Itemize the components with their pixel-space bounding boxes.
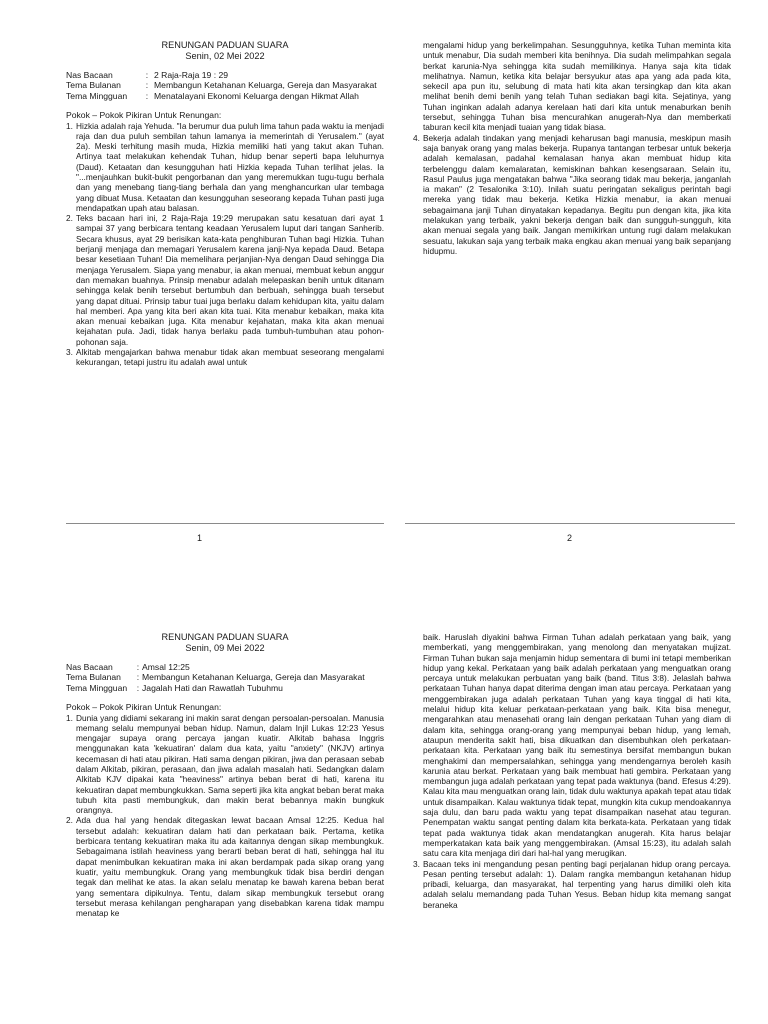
meta-key: Tema Bulanan [66,80,121,91]
list-item [66,213,384,347]
meta-colon: : [136,672,140,683]
meta-block [66,662,384,693]
page-2-column [413,40,731,256]
list-item [413,859,731,910]
point-number: 3. [66,347,73,358]
list-item [66,713,384,816]
sheet-bottom [0,612,768,1024]
doc-date: Senin, 09 Mei 2022 [185,643,265,653]
points-list [413,859,731,910]
meta-row-tema-bulanan [66,672,384,682]
meta-key: Nas Bacaan [66,662,113,672]
list-item [66,815,384,918]
meta-row-tema-mingguan [66,683,384,693]
list-item [66,121,384,214]
meta-key: Tema Mingguan [66,682,128,693]
point-number: 4. [413,132,420,143]
point-text: Ada dua hal yang hendak ditegaskan lewat bacaan Amsal 12:25. Kedua hal tersebut adalah: kekuatiran dalam hati dan perkataan baik. Pertama, ketika berbicara tentang kekuatiran maka itu ada kaitannya dengan sikap membungkuk. Sebagaimana istilah heaviness yang berarti beban berat di hati, sehingga hal itu dapat menimbulkan kekuatiran maka ini akan berdampak pada sikap orang yang kuatir, yaitu membungkuk. Orang yang membungkuk tidak bisa berdiri dengan tegak dan melihat ke atas. Ia akan selalu menatap ke bawah karena beban berat yang sementara dipikulnya. Tentu, dalam sikap membungkuk tersebut orang tersebut merasa kehilangan pengharapan yang disebabkan karena tidak mampu menatap ke [76,815,384,919]
meta-value: Menatalayani Ekonomi Keluarga dengan Hikmat Allah [154,90,359,101]
point-number: 3. [413,858,420,869]
meta-value: 2 Raja-Raja 19 : 29 [154,70,229,80]
meta-colon: : [136,682,140,693]
meta-row-nas-bacaan [66,70,384,80]
page-3-column [66,632,384,918]
meta-key: Tema Mingguan [66,90,128,101]
meta-value: Amsal 12:25 [142,662,190,672]
point-number: 1. [66,120,73,131]
meta-key: Tema Bulanan [66,672,121,683]
point-text: Bacaan teks ini mengandung pesan penting bagi perjalanan hidup orang percaya. Pesan penting tersebut adalah: 1). Dalam rangka membangun ketahanan hidup pribadi, keluarga, dan masyarakat, hal terpenting yang harus dimiliki oleh kita adalah selalu memandang pada Tuhan Yesus. Beban hidup kita memang sangat beraneka [423,858,731,910]
points-list [413,133,731,257]
section-heading: Pokok – Pokok Pikiran Untuk Renungan: [66,110,222,121]
points-list [66,121,384,368]
doc-title: RENUNGAN PADUAN SUARA [161,40,289,50]
meta-row-nas-bacaan [66,662,384,672]
point-number: 1. [66,712,73,723]
point-text: Teks bacaan hari ini, 2 Raja-Raja 19:29 merupakan satu kesatuan dari ayat 1 sampai 37 yang berbicara tentang keadaan Yerusalem luput dari tangan Sanherib. Secara khusus, ayat 29 berisikan kata-kata penghiburan Tuhan bagi Hizkia. Tuhan berjanji menjaga dan memagari Yerusalem karena janji-Nya kepada Daud. Betapa besar kesetiaan Tuhan! Dia memelihara perjanjian-Nya dengan Daud sehingga Dia menjaga Yerusalem. Siapa yang menabur, ia akan menuai, membuat kebun anggur dan memakan buahnya. Prinsip menabur adalah melepaskan benih untuk ditanam sehingga kelak benih tersebut bertumbuh dan berbuah, sehingga buah tersebut yang dapat dituai. Prinsip tabur tuai juga berlaku dalam kehidupan kita, yaitu dalam hal memberi. Apa yang kita beri akan kita tuai. Kita menabur kebaikan, maka kita akan menuai kebaikan juga. Kita menabur kejahatan, maka kita akan menuai kejahatan pula. Jadi, tidak hanya berlaku pada tumbuh-tumbuhan atau pohon-pohonan saja. [76,213,384,347]
meta-colon: : [136,662,140,672]
reflection-section [66,702,384,918]
meta-block [66,70,384,101]
list-item [413,133,731,257]
meta-value: Membangun Ketahanan Keluarga, Gereja dan Masyarakat [142,672,365,683]
meta-row-tema-bulanan [66,80,384,90]
points-list [66,713,384,919]
point-text: Bekerja adalah tindakan yang menjadi keharusan bagi manusia, meskipun masih saja banyak orang yang malas bekerja. Rupanya tantangan terbesar untuk bekerja adalah kemalasan, padahal kemalasan hanya akan membuat hidup kita terbelenggu dalam kemalaratan, kemiskinan bahkan kesengsaraan. Selain itu, Rasul Paulus juga mengatakan bahwa "Jika seorang tidak mau bekerja, janganlah ia makan" (2 Tesalonika 3:10). Inilah suatu peringatan sekaligus perintah bagi mereka yang tidak mau bekerja. Ketika Hizkia menabur, ia akan menuai sebagaimana janji Tuhan dinyatakan kepadanya. Begitu pun dengan kita, jika kita melakukan yang terbaik, yakni bekerja dengan baik dan sungguh-sungguh, kita akan menuai segala yang baik. Jangan memikirkan untung rugi dalam melakukan sesuatu, lakukan saja yang terbaik maka engkau akan menuai yang baik sepanjang hidupmu. [423,132,731,256]
meta-colon: : [145,80,149,91]
meta-row-tema-mingguan [66,91,384,101]
meta-colon: : [145,90,149,101]
meta-value: Membangun Ketahanan Keluarga, Gereja dan Masyarakat [154,80,377,91]
point-text: Dunia yang didiami sekarang ini makin sarat dengan persoalan-persoalan. Manusia memang selalu mempunyai beban hidup. Namun, dalam Injil Lukas 12:23 Yesus mengajar supaya orang percaya jangan kuatir. Alkitab bahasa Inggris menggunakan kata 'kekuatiran' dalam dua kata, yaitu "anxiety" (NKJV) artinya kecemasan di hati atau pikiran. Hati sama dengan pikiran, jiwa dan perasaan sebab dalam Alkitab, pikiran, perasaan, dan jiwa adalah masalah hati. Sedangkan dalam Alkitab KJV dipakai kata "heaviness" artinya beban berat di hati, karena itu kekuatiran dapat membungkukkan. Sama seperti jika kita angkat beban berat maka tubuh kita pasti membungkuk, dan makin berat bebannya makin bungkuk orangnya. [76,712,384,816]
doc-title: RENUNGAN PADUAN SUARA [161,632,289,642]
page-number: 2 [567,533,573,543]
page-1-bottom-rule [66,523,384,524]
reflection-section [66,110,384,367]
meta-colon: : [145,70,149,80]
meta-key: Nas Bacaan [66,70,113,80]
meta-value: Jagalah Hati dan Rawatlah Tubuhmu [142,682,283,693]
list-item [66,347,384,368]
continued-text: mengalami hidup yang berkelimpahan. Sesungguhnya, ketika Tuhan meminta kita untuk menabur, Dia sudah memberi kita benihnya. Dia sudah melimpahkan segala berkat karunia-Nya sehingga kita sudah memilikinya. Hanya saja kita tidak melihatnya. Namun, ketika kita belajar bersyukur atas apa yang ada pada kita, sekecil apa pun itu, selubung di mata hati kita akan tersingkap dan kita akan melihat benih demi benih yang telah Tuhan sediakan bagi kita. Sejatinya, yang Tuhan inginkan adalah adanya kerelaan hati dari kita untuk menaburkan benih tersebut, sehingga Tuhan bisa mencurahkan anugerah-Nya dan memberkati taburan kecil kita menjadi tuaian yang tidak biasa. [423,40,731,133]
doc-date: Senin, 02 Mei 2022 [185,51,265,61]
point-text: Alkitab mengajarkan bahwa menabur tidak akan membuat seseorang mengalami kekurangan, tetapi justru itu adalah awal untuk [76,347,384,368]
page-4-column [413,632,731,910]
page-number: 1 [197,533,203,543]
continued-text: baik. Haruslah diyakini bahwa Firman Tuhan adalah perkataan yang baik, yang memberkati, yang menggembirakan, yang menolong dan menyatakan mujizat. Firman Tuhan bukan saja menjamin hidup sementara di bumi ini tetapi memberikan hidup yang kekal. Perkataan yang baik adalah perkataan yang menguatkan orang percaya untuk melakukan perbuatan yang baik (band. Titus 3:8). Jelaslah bahwa perkataan Tuhan hanya dapat diterima dengan iman atau percaya. Perkataan yang menggembirakan juga adalah perkataan Tuhan yang kaya tinggal di hati kita, melalui hidup kita keluar perkataan-perkataan yang baik. Kita bisa menegur, mengarahkan atau menasehati orang lain dengan perkataan Tuhan yang diam di dalam kita, sehingga orang-orang yang mempunyai beban hidup, yang lemah, ataupun menderita sakit hati, bisa dikuatkan dan disembuhkan oleh perkataan-perkataan kita. Perkataan yang baik itu semestinya bersifat membangun bukan menghakimi dan mempersalahkan, sehingga yang mendengarnya beroleh kasih karunia atau berkat. Perkataan yang baik membuat hati gembira. Perkataan yang membangun juga adalah perkataan yang tepat pada waktunya (band. Efesus 4:29). Kalau kita mau menguatkan orang lain, tidak dulu waktunya apakah tepat atau tidak untuk disampaikan. Kalau waktunya tidak tepat, mungkin kita cukup mendoakannya saja dulu, dan baru pada waktu yang tepat disampaikan nasehat atau teguran. Penempatan waktu sangat penting dalam kita berkata-kata. Perkataan yang tidak tepat pada waktunya tidak akan mendatangkan anugerah. Kita harus belajar memperkatakan kata baik yang menggembirakan. (Amsal 15:23), itu adalah salah satu cara kita menjaga diri dari hal-hal yang merugikan. [423,632,731,859]
section-heading: Pokok – Pokok Pikiran Untuk Renungan: [66,702,222,713]
page-1-column [66,40,384,368]
point-number: 2. [66,213,73,224]
page-2-bottom-rule [405,523,735,524]
point-text: Hizkia adalah raja Yehuda. "Ia berumur dua puluh lima tahun pada waktu ia menjadi raja dan dua puluh sembilan tahun lamanya ia memerintah di Yerusalem." (ayat 2a). Meski terhitung masih muda, Hizkia memiliki hati yang takut akan Tuhan. Artinya taat melakukan kehendak Tuhan, hidup benar seperti bapa leluhurnya (Daud). Ketaatan dan kesungguhan hati Hizkia kepada Tuhan terlihat jelas. Ia "...menjauhkan bukit-bukit pengorbanan dan yang meremukkan tugu-tugu berhala dan yang menebang tiang-tiang berhala dan yang menghancurkan ular tembaga yang dibuat Musa. Ketaatan dan kesungguhan seseorang kepada Tuhan pasti juga mendapatkan upah atau balasan. [76,120,384,213]
point-number: 2. [66,815,73,826]
